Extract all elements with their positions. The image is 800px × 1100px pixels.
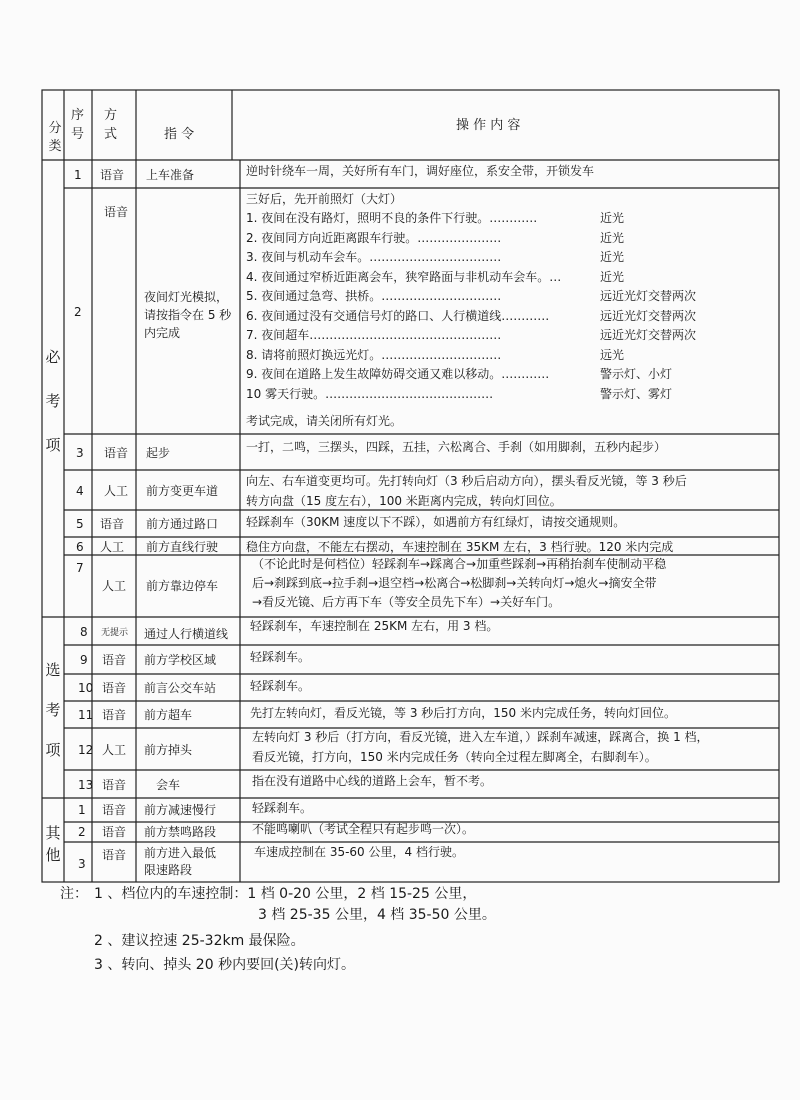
row10-method: 语音 [102,681,127,695]
row7-method: 人工 [102,579,127,593]
other3-instruction: 前方进入最低 限速路段 [144,846,217,877]
row7-number: 7 [76,561,84,575]
row7-instruction: 前方靠边停车 [146,579,219,593]
row2-instruction: 夜间灯光模拟， 请按指令在 5 秒 内完成 [144,290,232,340]
row4-content: 向左、右车道变更均可。先打转向灯（3 秒后启动方向），摆头看反光镜，等 3 秒后 转方向盘（15 度左右），100 米距离内完成，转向灯回位。 [246,474,687,508]
row2-intro: 三好后，先开前照灯（大灯） [246,192,403,206]
row13-content: 指在没有道路中心线的道路上会车，暂不考。 [252,774,493,788]
note-1-line-1: 1 、档位内的车速控制：1 档 0-20 公里，2 档 15-25 公里， [94,886,477,902]
row4-instruction: 前方变更车道 [146,484,219,498]
light-item-8: 8. 请将前照灯换远光灯。………………………… 远光 [246,347,625,362]
light-item-1: 1. 夜间在没有路灯，照明不良的条件下行驶。………… 近光 [246,211,625,225]
row5-method: 语音 [100,517,125,531]
row2-outro: 考试完成，请关闭所有灯光。 [246,414,403,428]
notes-label: 注： [60,886,88,902]
row3-content: 一打，二鸣，三摆头，四踩，五挂，六松离合、手刹（如用脚刹，五秒内起步） [246,440,667,454]
row2-number: 2 [74,305,82,319]
row9-content: 轻踩刹车。 [250,650,311,664]
light-item-6: 6. 夜间通过没有交通信号灯的路口、人行横道线………… 远近光灯交替两次 [246,308,697,323]
other3-content: 车速成控制在 35-60 公里，4 档行驶。 [254,845,464,859]
light-item-10: 10 雾天行驶。…………………………………… 警示灯、雾灯 [246,386,673,401]
row1-instruction: 上车准备 [146,168,195,182]
other2-content: 不能鸣喇叭（考试全程只有起步鸣一次）。 [252,822,475,836]
row10-instruction: 前言公交车站 [144,681,217,695]
row12-instruction: 前方掉头 [144,743,193,757]
row11-method: 语音 [102,708,127,722]
row11-content: 先打左转向灯，看反光镜，等 3 秒后打方向，150 米内完成任务，转向灯回位。 [250,706,676,720]
header-content: 操 作 内 容 [456,118,521,133]
other1-instruction: 前方减速慢行 [144,803,217,817]
row4-number: 4 [76,484,84,498]
row11-number: 11 [78,708,94,722]
light-item-4: 4. 夜间通过窄桥近距离会车，狭窄路面与非机动车会车。… 近光 [246,269,625,284]
row13-number: 13 [78,778,94,792]
row1-method: 语音 [100,168,125,182]
header-number: 序号 [71,108,85,142]
other3-number: 3 [78,857,86,871]
light-item-2: 2. 夜间同方向近距离跟车行驶。………………… 近光 [246,230,625,245]
other3-method: 语音 [102,848,127,862]
row6-number: 6 [76,540,84,554]
row9-method: 语音 [102,653,127,667]
row12-method: 人工 [102,743,127,757]
other2-number: 2 [78,825,86,839]
note-1-line-2: 3 档 25-35 公里，4 档 35-50 公里。 [258,907,496,923]
row10-number: 10 [78,681,94,695]
note-3: 3 、转向、掉头 20 秒内要回(关)转向灯。 [94,957,355,973]
row13-method: 语音 [102,778,127,792]
group-other-label: 其 他 [45,824,61,864]
row8-instruction: 通过人行横道线 [144,627,229,641]
row4-method: 人工 [104,484,129,498]
row13-instruction: 会车 [156,778,181,792]
row6-instruction: 前方直线行驶 [146,540,219,554]
row3-instruction: 起步 [146,446,171,460]
light-item-5: 5. 夜间通过急弯、拱桥。………………………… 远近光灯交替两次 [246,289,697,303]
row8-content: 轻踩刹车，车速控制在 25KM 左右，用 3 档。 [250,619,499,633]
row7-content: （不论此时是何档位）轻踩刹车→踩离合→加重些踩刹→再稍抬刹车使制动平稳 后→刹踩到底→拉手刹→退空档→松离合→松脚刹→关转向灯→熄火→摘安全带 →看反光镜、后方再下车（等安全员先下车）→关好车门。 [252,557,667,609]
light-item-9: 9. 夜间在道路上发生故障妨碍交通又难以移动。………… 警示灯、小灯 [246,367,673,381]
row10-content: 轻踩刹车。 [250,679,311,693]
other1-method: 语音 [102,803,127,817]
note-2: 2 、建议控速 25-32km 最保险。 [94,933,305,949]
row1-content: 逆时针绕车一周，关好所有车门，调好座位，系安全带，开锁发车 [246,164,595,178]
row3-method: 语音 [104,446,129,460]
row12-content: 左转向灯 3 秒后（打方向，看反光镜，进入左车道，）踩刹车减速，踩离合，换 1 档， 看反光镜，打方向，150 米内完成任务（转向全过程左脚离全，右脚刹车）。 [252,730,709,764]
row12-number: 12 [78,743,94,757]
row9-instruction: 前方学校区域 [144,653,217,667]
group-required-label: 必 考 项 [45,348,61,454]
group-optional-label: 选 考 项 [45,661,61,759]
light-item-3: 3. 夜间与机动车会车。…………………………… 近光 [246,250,625,264]
row2-method: 语音 [104,205,129,219]
row8-number: 8 [80,625,88,639]
other1-number: 1 [78,803,86,817]
other1-content: 轻踩刹车。 [252,801,313,815]
row9-number: 9 [80,653,88,667]
row1-number: 1 [74,168,82,182]
header-instruction: 指 令 [164,127,195,142]
row11-instruction: 前方超车 [144,708,193,722]
light-item-7: 7. 夜间超车………………………………………… 远近光灯交替两次 [246,328,697,342]
row5-instruction: 前方通过路口 [146,517,219,531]
row6-method: 人工 [100,540,125,554]
row6-content: 稳住方向盘，不能左右摆动，车速控制在 35KM 左右，3 档行驶。120 米内完成 [246,540,674,554]
header-method: 方式 [104,108,118,142]
other2-method: 语音 [102,825,127,839]
row3-number: 3 [76,446,84,460]
row2-light-list [246,211,776,406]
row8-method: 无提示 [101,628,129,638]
header-category: 分类 [48,121,62,154]
other2-instruction: 前方禁鸣路段 [144,825,217,839]
row5-number: 5 [76,517,84,531]
row5-content: 轻踩刹车（30KM 速度以下不踩），如遇前方有红绿灯，请按交通规则。 [246,515,626,529]
